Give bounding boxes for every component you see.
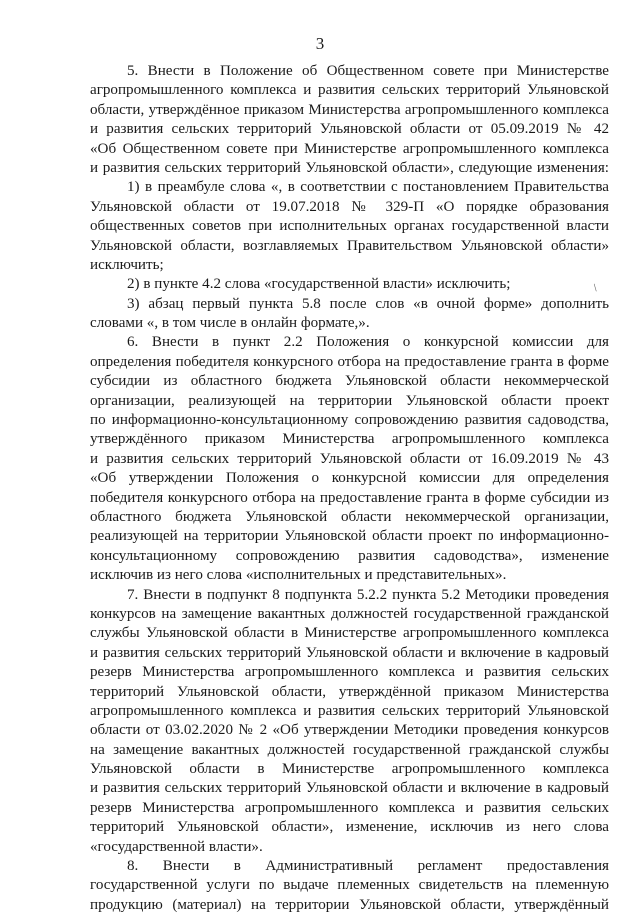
text-line: Ульяновской области от 19.07.2018 № 329-П «О порядке образования bbox=[90, 198, 609, 215]
text-line: на замещение вакантных должностей государственной гражданской службы bbox=[90, 741, 609, 758]
text-line: и развития сельских территорий Ульяновской области», следующие изменения: bbox=[90, 159, 609, 176]
text-line: и развития сельских территорий Ульяновской области и включение в кадровый bbox=[90, 780, 609, 797]
text-line: «Об утверждении Положения о конкурсной комиссии для определения bbox=[90, 470, 609, 487]
text-line: «Об Общественном совете при Министерстве агропромышленного комплекса bbox=[90, 140, 609, 157]
text-line: 3) абзац первый пункта 5.8 после слов «в очной форме» дополнить bbox=[127, 295, 609, 312]
text-line: 2) в пункте 4.2 слова «государственной власти» исключить; bbox=[127, 276, 511, 293]
text-line: 5. Внести в Положение об Общественном совете при Министерстве bbox=[127, 63, 609, 79]
text-line: территорий Ульяновской области, утверждённой приказом Министерства bbox=[90, 683, 609, 700]
text-line: области, утверждённое приказом Министерства агропромышленного комплекса bbox=[90, 101, 609, 118]
text-line: словами «, в том числе в онлайн формате,». bbox=[90, 315, 370, 332]
text-line: реализующей на территории Ульяновской области проект по информационно- bbox=[90, 528, 609, 545]
text-line: 8. Внести в Административный регламент предоставления bbox=[127, 858, 609, 875]
text-line: Ульяновской области, возглавляемых Правительством Ульяновской области» bbox=[90, 237, 609, 254]
text-line: субсидии из областного бюджета Ульяновской области некоммерческой bbox=[90, 373, 609, 390]
text-line: консультационному сопровождению развития садоводства», изменение bbox=[90, 547, 609, 564]
text-line: территорий Ульяновской области», изменение, исключив из него слова bbox=[90, 819, 609, 836]
text-line: и развития сельских территорий Ульяновской области и включение в кадровый bbox=[90, 644, 609, 661]
pen-tick-mark: / bbox=[590, 282, 601, 294]
text-line: агропромышленного комплекса и развития сельских территорий Ульяновской bbox=[90, 82, 609, 99]
text-line: конкурсов на замещение вакантных должностей государственной гражданской bbox=[90, 605, 609, 622]
text-line: организации, реализующей на территории Ульяновской области проект bbox=[90, 392, 609, 409]
text-line: исключить; bbox=[90, 256, 164, 273]
text-line: резерв Министерства агропромышленного комплекса и развития сельских bbox=[90, 664, 609, 681]
page-number: 3 bbox=[315, 34, 325, 53]
text-line: резерв Министерства агропромышленного комплекса и развития сельских bbox=[90, 799, 609, 816]
text-line: исключив из него слова «исполнительных и представительных». bbox=[90, 567, 507, 584]
text-line: общественных советов при исполнительных органах государственной власти bbox=[90, 218, 609, 235]
text-line: победителя конкурсного отбора на предоставление гранта в форме субсидии из bbox=[90, 489, 609, 506]
text-line: утверждённого приказом Министерства агропромышленного комплекса bbox=[90, 431, 609, 448]
text-line: государственной услуги по выдаче племенных свидетельств на племенную bbox=[90, 877, 609, 894]
text-line: и развития сельских территорий Ульяновской области от 16.09.2019 № 43 bbox=[90, 450, 609, 467]
text-line: области от 03.02.2020 № 2 «Об утверждении Методики проведения конкурсов bbox=[90, 722, 609, 739]
text-line: Ульяновской области в Министерстве агропромышленного комплекса bbox=[90, 761, 609, 778]
text-line: по информационно-консультационному сопровождению развития садоводства, bbox=[90, 412, 609, 429]
text-line: агропромышленного комплекса и развития сельских территорий Ульяновской bbox=[90, 702, 609, 719]
text-line: 7. Внести в подпункт 8 подпункта 5.2.2 пункта 5.2 Методики проведения bbox=[127, 586, 609, 603]
text-line: 6. Внести в пункт 2.2 Положения о конкурсной комиссии для bbox=[127, 334, 609, 351]
text-line: «государственной власти». bbox=[90, 838, 263, 855]
text-line: продукцию (материал) на территории Ульяновской области, утверждённый bbox=[90, 896, 609, 913]
document-body bbox=[90, 62, 609, 915]
text-line: 1) в преамбуле слова «, в соответствии с постановлением Правительства bbox=[127, 179, 609, 196]
text-line: службы Ульяновской области в Министерстве агропромышленного комплекса bbox=[90, 625, 609, 642]
text-line: определения победителя конкурсного отбора на предоставление гранта в форме bbox=[90, 353, 609, 370]
text-line: и развития сельских территорий Ульяновской области от 05.09.2019 № 42 bbox=[90, 121, 609, 138]
text-line: областного бюджета Ульяновской области некоммерческой организации, bbox=[90, 508, 609, 525]
